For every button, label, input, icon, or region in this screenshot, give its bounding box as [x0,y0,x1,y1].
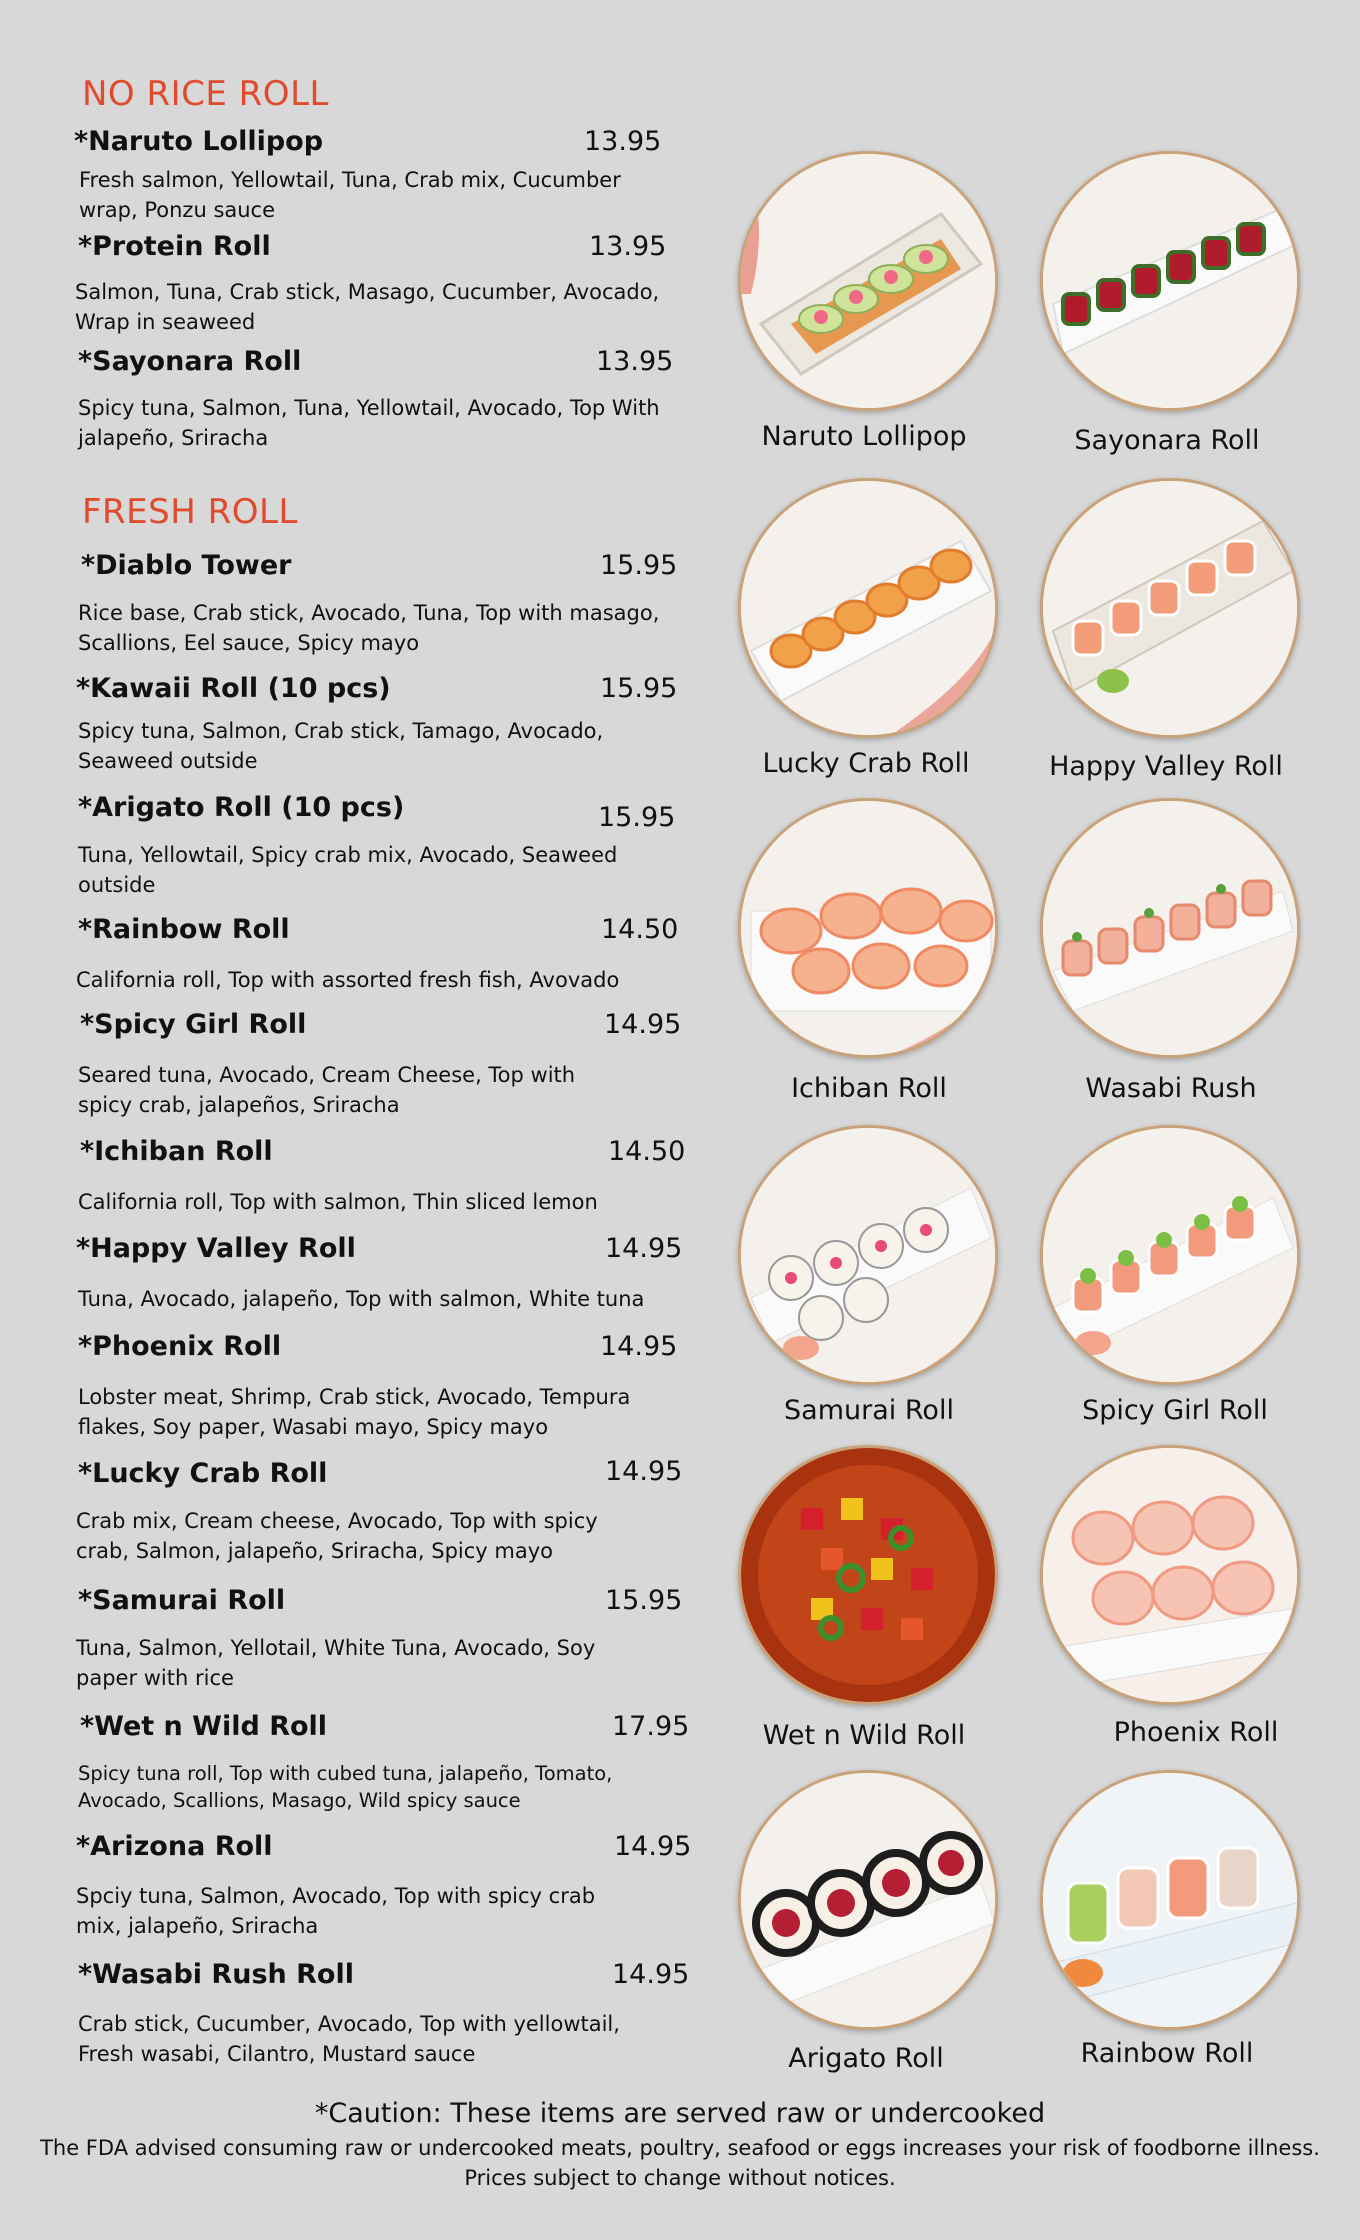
item-price-phoenix-roll: 14.95 [600,1331,678,1362]
sushi-plate-icon [1043,481,1297,735]
item-name-wet-n-wild-roll: *Wet n Wild Roll [80,1711,328,1742]
item-desc-phoenix-roll: Lobster meat, Shrimp, Crab stick, Avocado, Tempura flakes, Soy paper, Wasabi mayo, Spicy mayo [78,1385,631,1439]
item-desc-naruto-lollipop: Fresh salmon, Yellowtail, Tuna, Crab mix, Cucumber wrap, Ponzu sauce [79,168,621,222]
item-desc-diablo-tower: Rice base, Crab stick, Avocado, Tuna, Top with masago, Scallions, Eel sauce, Spicy mayo [78,601,660,655]
photo-samurai-roll [738,1125,998,1385]
caption-phoenix-roll: Phoenix Roll [1113,1717,1279,1748]
photo-sayonara-roll [1040,151,1300,411]
item-price-ichiban-roll: 14.50 [608,1136,686,1167]
item-price-rainbow-roll: 14.50 [601,914,679,945]
item-price-lucky-crab-roll: 14.95 [605,1456,683,1487]
item-name-phoenix-roll: *Phoenix Roll [78,1331,282,1362]
item-price-protein-roll: 13.95 [589,231,667,262]
item-price-kawaii-roll: 15.95 [600,673,678,704]
caution-notice: *Caution: These items are served raw or undercooked [314,2098,1046,2129]
item-name-diablo-tower: *Diablo Tower [81,550,292,581]
sushi-plate-icon [1043,801,1297,1055]
item-desc-protein-roll: Salmon, Tuna, Crab stick, Masago, Cucumber, Avocado, Wrap in seaweed [75,280,660,334]
section-title-no-rice: NO RICE ROLL [82,74,329,114]
item-name-naruto-lollipop: *Naruto Lollipop [74,126,324,157]
item-price-samurai-roll: 15.95 [605,1585,683,1616]
item-desc-happy-valley-roll: Tuna, Avocado, jalapeño, Top with salmon, White tuna [78,1287,645,1311]
item-name-ichiban-roll: *Ichiban Roll [80,1136,273,1167]
item-name-arigato-roll: *Arigato Roll (10 pcs) [78,792,405,823]
item-desc-kawaii-roll: Spicy tuna, Salmon, Crab stick, Tamago, Avocado, Seaweed outside [78,719,604,773]
photo-spicy-girl-roll [1040,1125,1300,1385]
caption-ichiban-roll: Ichiban Roll [791,1073,947,1104]
item-name-sayonara-roll: *Sayonara Roll [78,346,302,377]
sushi-bowl-icon [741,1448,995,1702]
item-desc-wet-n-wild-roll: Spicy tuna roll, Top with cubed tuna, jalapeño, Tomato, Avocado, Scallions, Masago, Wild spicy sauce [78,1762,613,1812]
sushi-plate-icon [741,1773,995,2027]
caption-samurai-roll: Samurai Roll [784,1395,954,1426]
section-title-fresh: FRESH ROLL [82,492,298,532]
sushi-plate-icon [1043,154,1297,408]
item-price-sayonara-roll: 13.95 [596,346,674,377]
sushi-plate-icon [1043,1128,1297,1382]
sushi-plate-icon [741,1128,995,1382]
item-desc-wasabi-rush-roll: Crab stick, Cucumber, Avocado, Top with yellowtail, Fresh wasabi, Cilantro, Mustard sauce [78,2012,620,2066]
item-name-arizona-roll: *Arizona Roll [76,1831,273,1862]
photo-happy-valley-roll [1040,478,1300,738]
caption-wasabi-rush: Wasabi Rush [1085,1073,1257,1104]
prices-notice: Prices subject to change without notices. [464,2166,896,2190]
sushi-plate-icon [741,481,995,735]
item-desc-samurai-roll: Tuna, Salmon, Yellotail, White Tuna, Avocado, Soy paper with rice [76,1636,596,1690]
item-price-arigato-roll: 15.95 [598,802,676,833]
item-desc-lucky-crab-roll: Crab mix, Cream cheese, Avocado, Top with spicy crab, Salmon, jalapeño, Sriracha, Spicy mayo [76,1509,598,1563]
caption-spicy-girl-roll: Spicy Girl Roll [1082,1395,1268,1426]
item-name-rainbow-roll: *Rainbow Roll [78,914,290,945]
item-name-protein-roll: *Protein Roll [78,231,271,262]
sushi-plate-icon [741,154,995,408]
item-desc-ichiban-roll: California roll, Top with salmon, Thin sliced lemon [78,1190,598,1214]
caption-rainbow-roll: Rainbow Roll [1080,2038,1254,2069]
caption-wet-n-wild-roll: Wet n Wild Roll [762,1720,966,1751]
photo-arigato-roll [738,1770,998,2030]
photo-lucky-crab-roll [738,478,998,738]
item-name-happy-valley-roll: *Happy Valley Roll [76,1233,356,1264]
item-price-naruto-lollipop: 13.95 [584,126,662,157]
item-name-kawaii-roll: *Kawaii Roll (10 pcs) [76,673,391,704]
caption-sayonara-roll: Sayonara Roll [1074,425,1260,456]
caption-happy-valley-roll: Happy Valley Roll [1049,751,1283,782]
item-price-happy-valley-roll: 14.95 [605,1233,683,1264]
item-price-wet-n-wild-roll: 17.95 [612,1711,690,1742]
item-price-wasabi-rush-roll: 14.95 [612,1959,690,1990]
item-name-lucky-crab-roll: *Lucky Crab Roll [78,1458,328,1489]
item-desc-sayonara-roll: Spicy tuna, Salmon, Tuna, Yellowtail, Avocado, Top With jalapeño, Sriracha [78,396,660,450]
item-desc-rainbow-roll: California roll, Top with assorted fresh fish, Avovado [76,968,620,992]
sushi-plate-icon [1043,1448,1297,1702]
fda-notice: The FDA advised consuming raw or undercooked meats, poultry, seafood or eggs increases your risk of foodborne illness. [40,2136,1320,2160]
caption-naruto-lollipop: Naruto Lollipop [761,421,967,452]
item-desc-arigato-roll: Tuna, Yellowtail, Spicy crab mix, Avocado, Seaweed outside [78,843,618,897]
photo-ichiban-roll [738,798,998,1058]
caption-arigato-roll: Arigato Roll [788,2043,944,2074]
item-price-arizona-roll: 14.95 [614,1831,692,1862]
item-desc-arizona-roll: Spciy tuna, Salmon, Avocado, Top with spicy crab mix, jalapeño, Sriracha [76,1884,596,1938]
photo-wet-n-wild-roll [738,1445,998,1705]
caption-lucky-crab-roll: Lucky Crab Roll [762,748,970,779]
photo-rainbow-roll [1040,1770,1300,2030]
sushi-plate-icon [741,801,995,1055]
item-desc-spicy-girl-roll: Seared tuna, Avocado, Cream Cheese, Top with spicy crab, jalapeños, Sriracha [78,1063,576,1117]
item-name-spicy-girl-roll: *Spicy Girl Roll [80,1009,307,1040]
item-price-diablo-tower: 15.95 [600,550,678,581]
item-price-spicy-girl-roll: 14.95 [604,1009,682,1040]
photo-phoenix-roll [1040,1445,1300,1705]
item-name-wasabi-rush-roll: *Wasabi Rush Roll [78,1959,354,1990]
photo-wasabi-rush [1040,798,1300,1058]
photo-naruto-lollipop [738,151,998,411]
item-name-samurai-roll: *Samurai Roll [78,1585,286,1616]
sushi-plate-icon [1043,1773,1297,2027]
